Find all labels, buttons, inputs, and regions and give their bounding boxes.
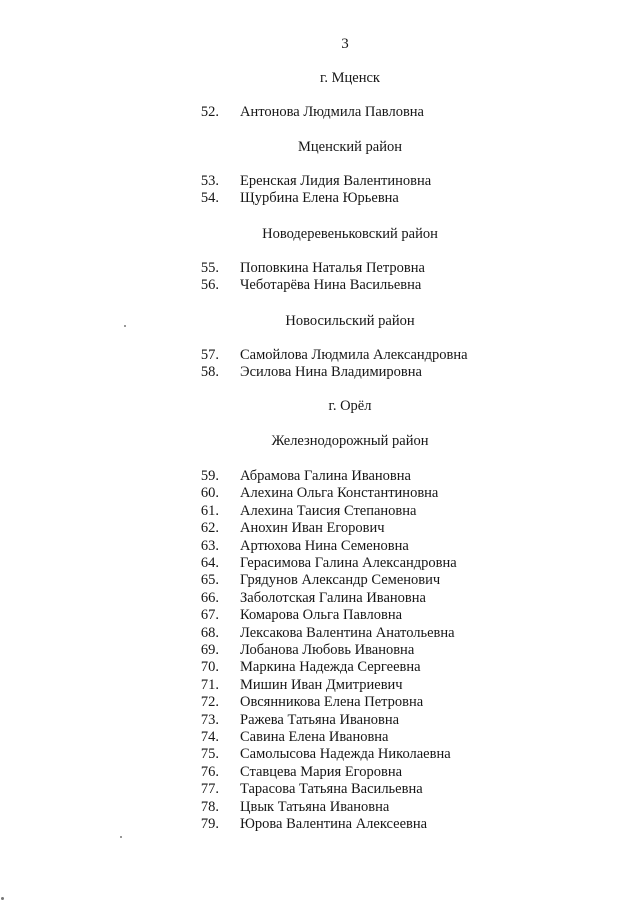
entry-name: Тарасова Татьяна Васильевна bbox=[240, 781, 423, 798]
entry-name: Цвык Татьяна Ивановна bbox=[240, 798, 390, 815]
entry-number: 65. bbox=[200, 572, 219, 589]
entry-number: 79. bbox=[200, 816, 219, 832]
entry-number: 74. bbox=[200, 729, 219, 745]
entry-name: Юрова Валентина Алексеевна bbox=[240, 816, 428, 832]
entry-number: 54. bbox=[200, 190, 219, 206]
entry-number: 75. bbox=[200, 746, 219, 763]
entry-name: Грядунов Александр Семенович bbox=[240, 572, 441, 589]
entry-name: Абрамова Галина Ивановна bbox=[240, 468, 411, 484]
entry-number: 68. bbox=[200, 624, 219, 641]
entry-number: 53. bbox=[200, 173, 219, 189]
entry-name: Алехина Ольга Константиновна bbox=[240, 485, 439, 502]
section-heading-mtsensk-city: г. Мценск bbox=[320, 70, 380, 86]
entry-number: 73. bbox=[200, 711, 219, 728]
entry-number: 57. bbox=[200, 347, 219, 363]
entry-number: 72. bbox=[200, 694, 219, 711]
entry-number: 70. bbox=[200, 659, 219, 676]
entry-name: Щурбина Елена Юрьевна bbox=[240, 190, 399, 206]
section-heading-orel-city: г. Орёл bbox=[328, 398, 372, 414]
entry-number: 55. bbox=[200, 260, 219, 276]
entry-number: 56. bbox=[200, 277, 219, 293]
scan-speck bbox=[1, 897, 4, 900]
entry-name: Эсилова Нина Владимировна bbox=[240, 364, 422, 380]
section-heading-zheleznodorozhny-district: Железнодорожный район bbox=[271, 433, 429, 449]
entry-name: Алехина Таисия Степановна bbox=[240, 502, 417, 519]
entry-number: 64. bbox=[200, 555, 219, 571]
entry-name: Ставцева Мария Егоровна bbox=[240, 763, 403, 780]
entry-name: Заболотская Галина Ивановна bbox=[240, 589, 426, 606]
entry-name: Лексакова Валентина Анатольевна bbox=[240, 624, 455, 641]
entry-name: Анохин Иван Егорович bbox=[240, 520, 385, 537]
entry-name: Самойлова Людмила Александровна bbox=[240, 347, 468, 363]
entry-number: 63. bbox=[200, 537, 219, 554]
entry-name: Еренская Лидия Валентиновна bbox=[240, 173, 432, 189]
entry-name: Маркина Надежда Сергеевна bbox=[240, 659, 421, 676]
page-number: 3 bbox=[341, 36, 349, 52]
entry-name: Антонова Людмила Павловна bbox=[240, 104, 424, 120]
section-heading-mtsensk-district: Мценский район bbox=[298, 139, 402, 155]
entry-name: Чеботарёва Нина Васильевна bbox=[240, 277, 422, 293]
entry-number: 71. bbox=[200, 676, 219, 693]
entry-number: 61. bbox=[200, 502, 219, 519]
entry-number: 69. bbox=[200, 642, 219, 658]
entry-number: 76. bbox=[200, 763, 219, 780]
entry-name: Самолысова Надежда Николаевна bbox=[240, 746, 451, 763]
entry-number: 66. bbox=[200, 589, 219, 606]
section-heading-novoderevenkovsky-district: Новодеревеньковский район bbox=[262, 226, 438, 242]
entry-number: 67. bbox=[200, 607, 219, 624]
entry-number: 60. bbox=[200, 485, 219, 502]
entry-number: 58. bbox=[200, 364, 219, 380]
entry-number: 78. bbox=[200, 798, 219, 815]
entry-name: Овсянникова Елена Петровна bbox=[240, 694, 424, 711]
entry-number: 59. bbox=[200, 468, 219, 484]
section-heading-novosilsky-district: Новосильский район bbox=[285, 313, 415, 329]
entry-name: Поповкина Наталья Петровна bbox=[240, 260, 425, 276]
scan-speck bbox=[124, 325, 126, 327]
entry-name: Ражева Татьяна Ивановна bbox=[240, 711, 400, 728]
entry-name: Герасимова Галина Александровна bbox=[240, 555, 457, 571]
entry-number: 62. bbox=[200, 520, 219, 537]
entry-name: Комарова Ольга Павловна bbox=[240, 607, 403, 624]
entry-name: Савина Елена Ивановна bbox=[240, 729, 389, 745]
scan-speck bbox=[120, 836, 122, 838]
entry-name: Мишин Иван Дмитриевич bbox=[240, 676, 403, 693]
entry-number: 77. bbox=[200, 781, 219, 798]
entry-name: Артюхова Нина Семеновна bbox=[240, 537, 409, 554]
entry-name: Лобанова Любовь Ивановна bbox=[240, 642, 415, 658]
entry-number: 52. bbox=[200, 104, 219, 120]
